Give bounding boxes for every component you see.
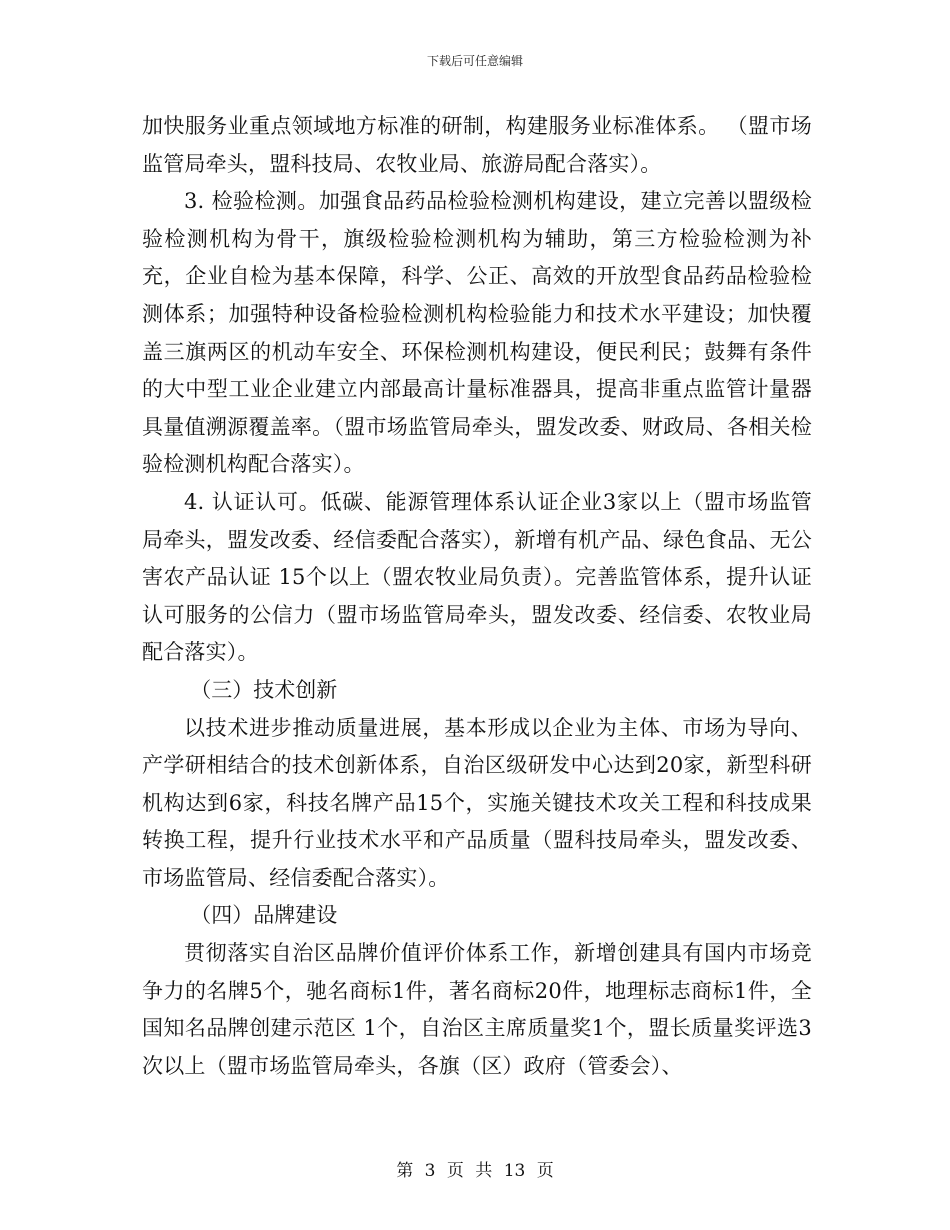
paragraph-tech-innovation: 以技术进步推动质量进展，基本形成以企业为主体、市场为导向、产学研相结合的技术创新体系，自治区级研发中心达到20家，新型科研机构达到6家，科技名牌产品15个，实施关键技术攻关工程和科技成果转换工程，提升行业技术水平和产品质量（盟科技局牵头，盟发改委、市场监管局、经信委配合落实）。 (142, 715, 812, 890)
section-heading-tech-innovation: （三）技术创新 (190, 677, 338, 702)
paragraph-service-standards: 加快服务业重点领域地方标准的研制，构建服务业标准体系。 （盟市场监管局牵头，盟科技局、农牧业局、旅游局配合落实）。 (142, 114, 812, 176)
page-header-note: 下载后可任意编辑 (426, 54, 523, 68)
section-heading-brand-building: （四）品牌建设 (190, 903, 338, 928)
document-body (142, 108, 812, 1085)
paragraph-brand-building: 贯彻落实自治区品牌价值评价体系工作，新增创建具有国内市场竞争力的名牌5个，驰名商标1件，著名商标20件，地理标志商标1件，全国知名品牌创建示范区 1个，自治区主席质量奖1个，盟长质量奖评选3次以上（盟市场监管局牵头，各旗（区）政府（管委会）、 (142, 941, 812, 1078)
paragraph-certification: 4. 认证认可。低碳、能源管理体系认证企业3家以上（盟市场监管局牵头，盟发改委、经信委配合落实），新增有机产品、绿色食品、无公害农产品认证 15个以上（盟农牧业局负责）。完善监管体系，提升认证认可服务的公信力（盟市场监管局牵头，盟发改委、经信委、农牧业局配合落实）。 (142, 489, 812, 665)
paragraph-inspection-testing: 3. 检验检测。加强食品药品检验检测机构建设，建立完善以盟级检验检测机构为骨干，旗级检验检测机构为辅助，第三方检验检测为补充，企业自检为基本保障，科学、公正、高效的开放型食品药品检验检测体系；加强特种设备检验检测机构检验能力和技术水平建设；加快覆盖三旗两区的机动车安全、环保检测机构建设，便民利民；鼓舞有条件的大中型工业企业建立内部最高计量标准器具，提高非重点监管计量器具量值溯源覆盖率。（盟市场监管局牵头，盟发改委、财政局、各相关检验检测机构配合落实）。 (142, 189, 812, 477)
page-number: 第 3 页 共 13 页 (396, 1161, 554, 1181)
